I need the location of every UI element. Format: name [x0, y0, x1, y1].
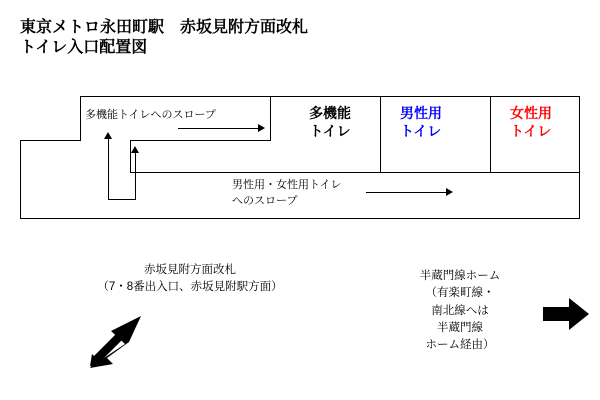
wall-corridor-top	[20, 140, 81, 141]
room-label-womens-line-2: トイレ	[510, 123, 552, 140]
slope-mens-womens-arrow	[366, 188, 454, 197]
slope-multipurpose-arrow	[178, 124, 266, 133]
corridor-up-arrow	[104, 132, 113, 200]
arrow-down-left-icon	[88, 316, 144, 368]
caption-hanzomon-line-3: 南北線へは	[431, 304, 489, 317]
caption-ticket-gate-line-2: （7・8番出入口、赤坂見附駅方面）	[97, 281, 283, 294]
slope-mens-womens-label-line-1: 男性用・女性用トイレ	[232, 179, 342, 191]
slope-mens-womens-label-line-2: へのスロープ	[232, 194, 298, 207]
room-label-womens-toilet	[498, 104, 593, 140]
wall-multipurpose-left	[270, 96, 271, 141]
slope-multipurpose-label: 多機能トイレへのスロープ	[85, 109, 216, 121]
room-label-mens-line-1: 男性用	[400, 105, 442, 121]
slope-mens-womens-label	[232, 178, 341, 210]
room-label-mens-line-2: トイレ	[400, 123, 442, 140]
wall-divider-mens-womens	[490, 96, 491, 173]
caption-hanzomon-line-5: ホーム経由）	[425, 339, 495, 351]
caption-ticket-gate	[60, 262, 320, 297]
arrow-right-icon	[543, 298, 591, 332]
room-label-multipurpose-line-2: トイレ	[309, 123, 351, 140]
wall-top	[80, 96, 580, 97]
corridor-join-line	[108, 199, 136, 200]
caption-ticket-gate-line-1: 赤坂見附方面改札	[144, 264, 236, 276]
caption-hanzomon-line-4: 半蔵門線	[437, 321, 483, 334]
wall-rooms-bottom	[130, 172, 580, 173]
caption-hanzomon-line-1: 半蔵門線ホーム	[419, 270, 501, 282]
page-title-line-1: 東京メトロ永田町駅 赤坂見附方面改札	[20, 19, 309, 36]
wall-divider-multipurpose-mens	[380, 96, 381, 173]
mens-womens-slope-up-arrow	[131, 146, 140, 200]
caption-hanzomon-platform	[390, 268, 530, 354]
wall-left-upper	[80, 96, 81, 140]
room-label-womens-line-1: 女性用	[510, 105, 552, 121]
room-label-multipurpose-toilet	[285, 104, 375, 140]
room-label-multipurpose-line-1: 多機能	[309, 105, 351, 121]
wall-slope-corridor-top	[130, 140, 271, 141]
room-label-mens-toilet	[388, 104, 483, 140]
wall-bottom	[20, 218, 580, 219]
wall-far-left	[20, 140, 21, 219]
caption-hanzomon-line-2: （有楽町線・	[425, 287, 495, 300]
page-title-line-2: トイレ入口配置図	[20, 39, 148, 56]
